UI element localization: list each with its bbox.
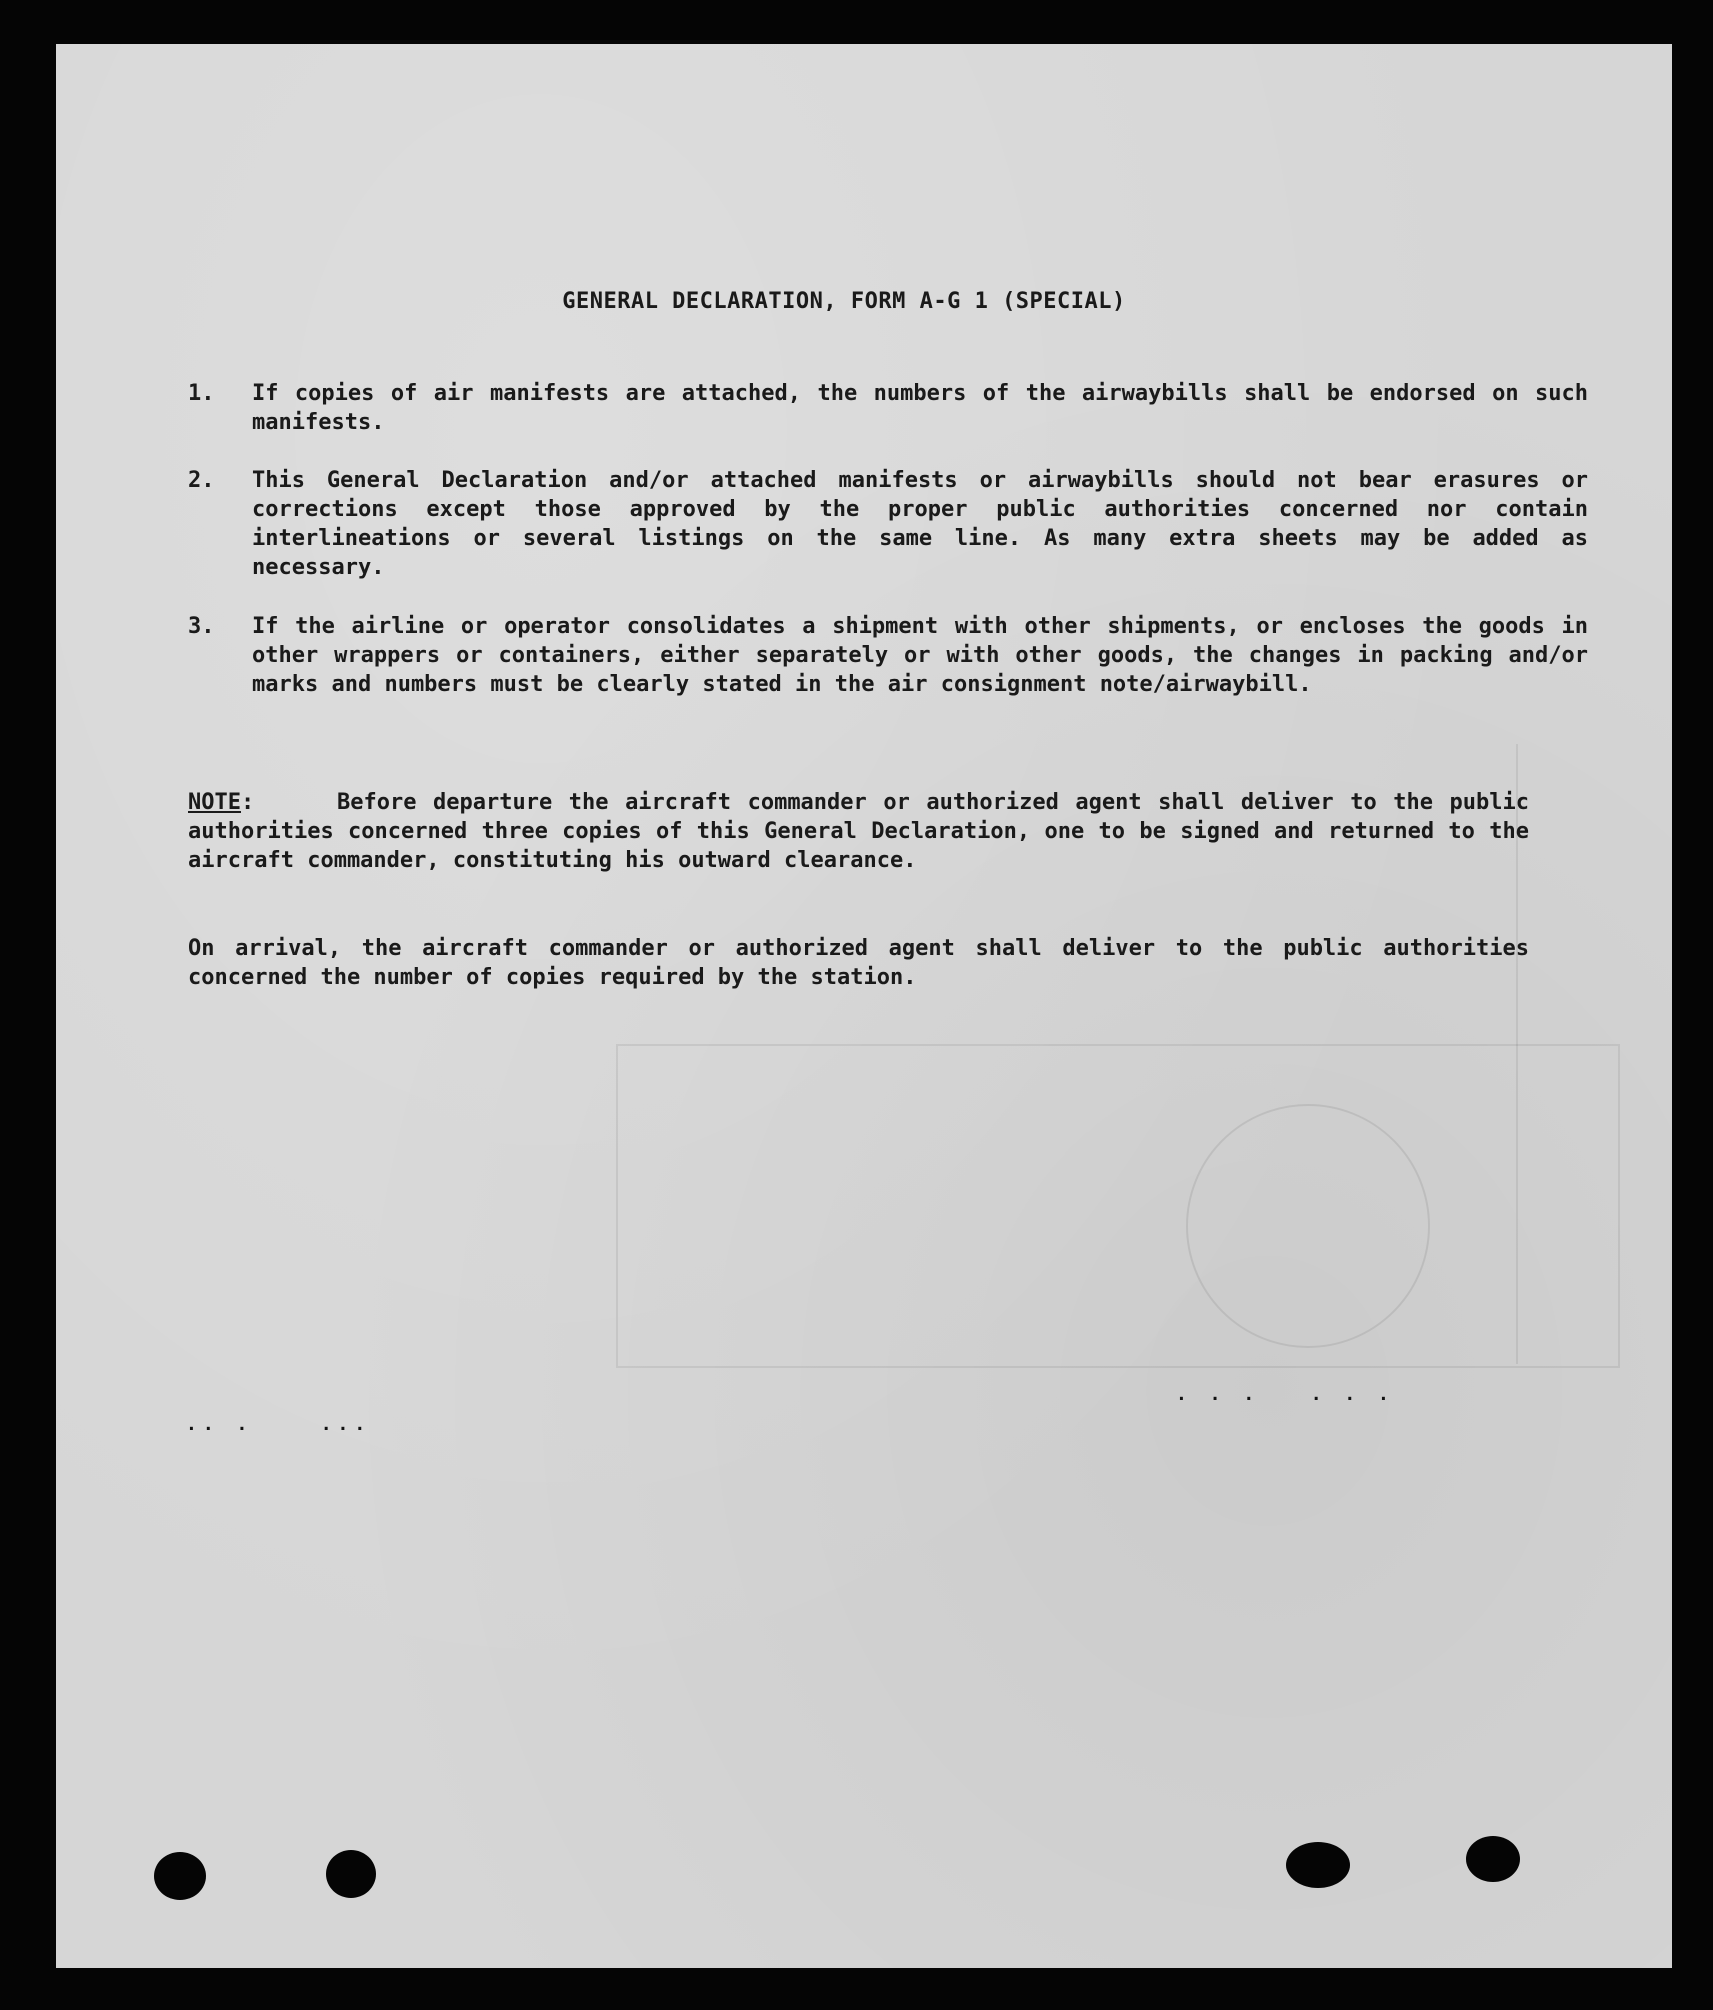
instruction-item-3 <box>188 612 1588 699</box>
instruction-item-2 <box>188 466 1588 582</box>
instruction-item-1 <box>188 379 1588 437</box>
note-label: NOTE <box>188 790 241 815</box>
form-title: GENERAL DECLARATION, FORM A-G 1 (SPECIAL) <box>562 289 1126 314</box>
note-text: Before departure the aircraft commander or authorized agent shall deliver to the public authorities concerned three copies of this General Declaration, one to be signed and returned to the aircraft commander, constituting his outward clearance. <box>188 790 1529 873</box>
bleed-through-stamp <box>1186 1104 1430 1348</box>
printer-marks: . . . . . . <box>1176 1384 1395 1405</box>
document-page <box>56 44 1672 1968</box>
arrival-text: On arrival, the aircraft commander or authorized agent shall deliver to the public authorities concerned the number of copies required by the station. <box>188 936 1529 990</box>
departure-note: NOTE: Before departure the aircraft commander or authorized agent shall deliver to the public authorities concerned three copies of this General Declaration, one to be signed and returned to the aircraft commander, constituting his outward clearance. <box>188 790 1529 873</box>
item-text: If the airline or operator consolidates a shipment with other shipments, or encloses the goods in other wrappers or containers, either separately or with other goods, the changes in packing and/or marks and numbers must be clearly stated in the air consignment note/airwaybill. <box>252 614 1588 697</box>
punch-hole <box>326 1850 376 1898</box>
item-text: This General Declaration and/or attached manifests or airwaybills should not bear erasures or corrections except those approved by the proper public authorities concerned nor contain interlineations or several listings on the same line. As many extra sheets may be added as necessary. <box>252 468 1588 580</box>
item-number: 3. <box>188 614 215 639</box>
item-number: 2. <box>188 468 215 493</box>
printer-marks: .. . ... <box>186 1414 372 1435</box>
arrival-note <box>188 934 1529 992</box>
punch-hole <box>1286 1842 1350 1888</box>
item-text: If copies of air manifests are attached, the numbers of the airwaybills shall be endorsed on such manifests. <box>252 381 1588 435</box>
punch-hole <box>1466 1836 1520 1882</box>
bleed-through-box <box>616 1044 1620 1368</box>
punch-hole <box>154 1852 206 1900</box>
item-number: 1. <box>188 381 215 406</box>
